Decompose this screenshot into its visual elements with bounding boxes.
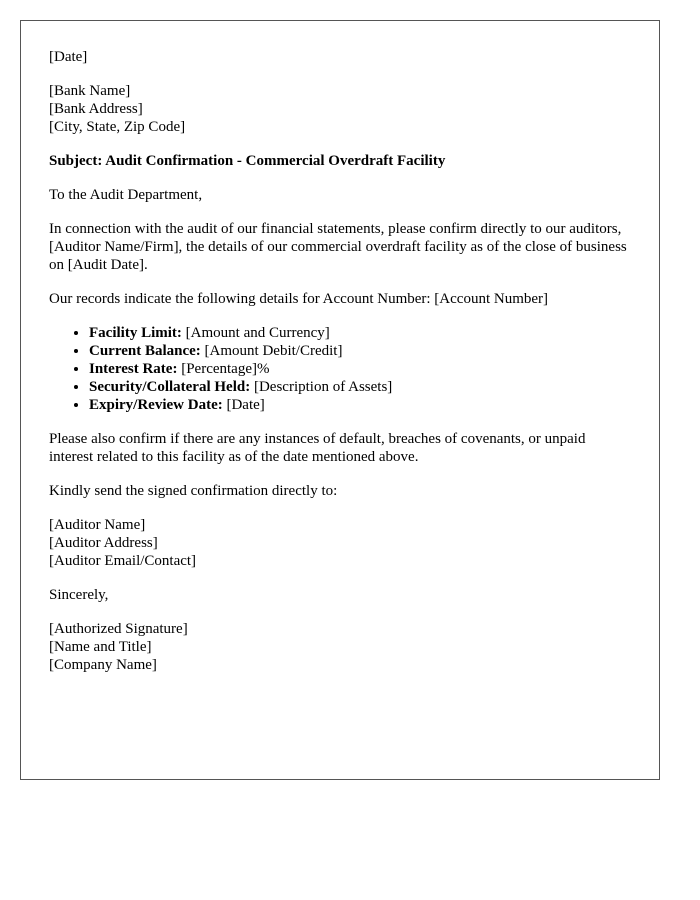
letter-subject: Subject: Audit Confirmation - Commercial Overdraft Facility xyxy=(49,153,446,169)
closing: Sincerely, xyxy=(49,587,109,603)
detail-expiry-review-date xyxy=(89,396,631,414)
letter-page xyxy=(20,20,660,780)
auditor-name: [Auditor Name] xyxy=(49,517,146,533)
salutation: To the Audit Department, xyxy=(49,187,203,203)
detail-interest-rate xyxy=(89,360,631,378)
intro-paragraph: In connection with the audit of our financial statements, please confirm directly to our auditors, [Auditor Name/Firm], the details of our commercial overdraft facility as of the close of business on [Audit Date]. xyxy=(49,221,627,273)
bank-address: [Bank Address] xyxy=(49,101,143,117)
bank-city-state-zip: [City, State, Zip Code] xyxy=(49,119,186,135)
letter-date: [Date] xyxy=(49,49,88,65)
detail-current-balance xyxy=(89,342,631,360)
detail-value: [Amount Debit/Credit] xyxy=(200,343,343,359)
bank-name: [Bank Name] xyxy=(49,83,131,99)
auditor-block xyxy=(49,516,631,570)
facility-details-list xyxy=(49,324,631,414)
detail-facility-limit xyxy=(89,324,631,342)
detail-value: [Amount and Currency] xyxy=(181,325,330,341)
signer-name-title: [Name and Title] xyxy=(49,639,152,655)
company-name: [Company Name] xyxy=(49,657,157,673)
detail-term: Security/Collateral Held: xyxy=(89,379,251,395)
detail-value: [Description of Assets] xyxy=(250,379,393,395)
detail-term: Interest Rate: xyxy=(89,361,178,377)
detail-term: Facility Limit: xyxy=(89,325,182,341)
send-instruction: Kindly send the signed confirmation directly to: xyxy=(49,483,338,499)
detail-term: Expiry/Review Date: xyxy=(89,397,223,413)
recipient-block xyxy=(49,82,631,136)
detail-security-collateral xyxy=(89,378,631,396)
auditor-contact: [Auditor Email/Contact] xyxy=(49,553,197,569)
records-line: Our records indicate the following details for Account Number: [Account Number] xyxy=(49,291,549,307)
confirm-request-paragraph: Please also confirm if there are any instances of default, breaches of covenants, or unpaid interest related to this facility as of the date mentioned above. xyxy=(49,431,586,465)
signature-block xyxy=(49,620,631,674)
auditor-address: [Auditor Address] xyxy=(49,535,158,551)
detail-term: Current Balance: xyxy=(89,343,201,359)
detail-value: [Date] xyxy=(222,397,265,413)
detail-value: [Percentage]% xyxy=(177,361,270,377)
authorized-signature: [Authorized Signature] xyxy=(49,621,188,637)
